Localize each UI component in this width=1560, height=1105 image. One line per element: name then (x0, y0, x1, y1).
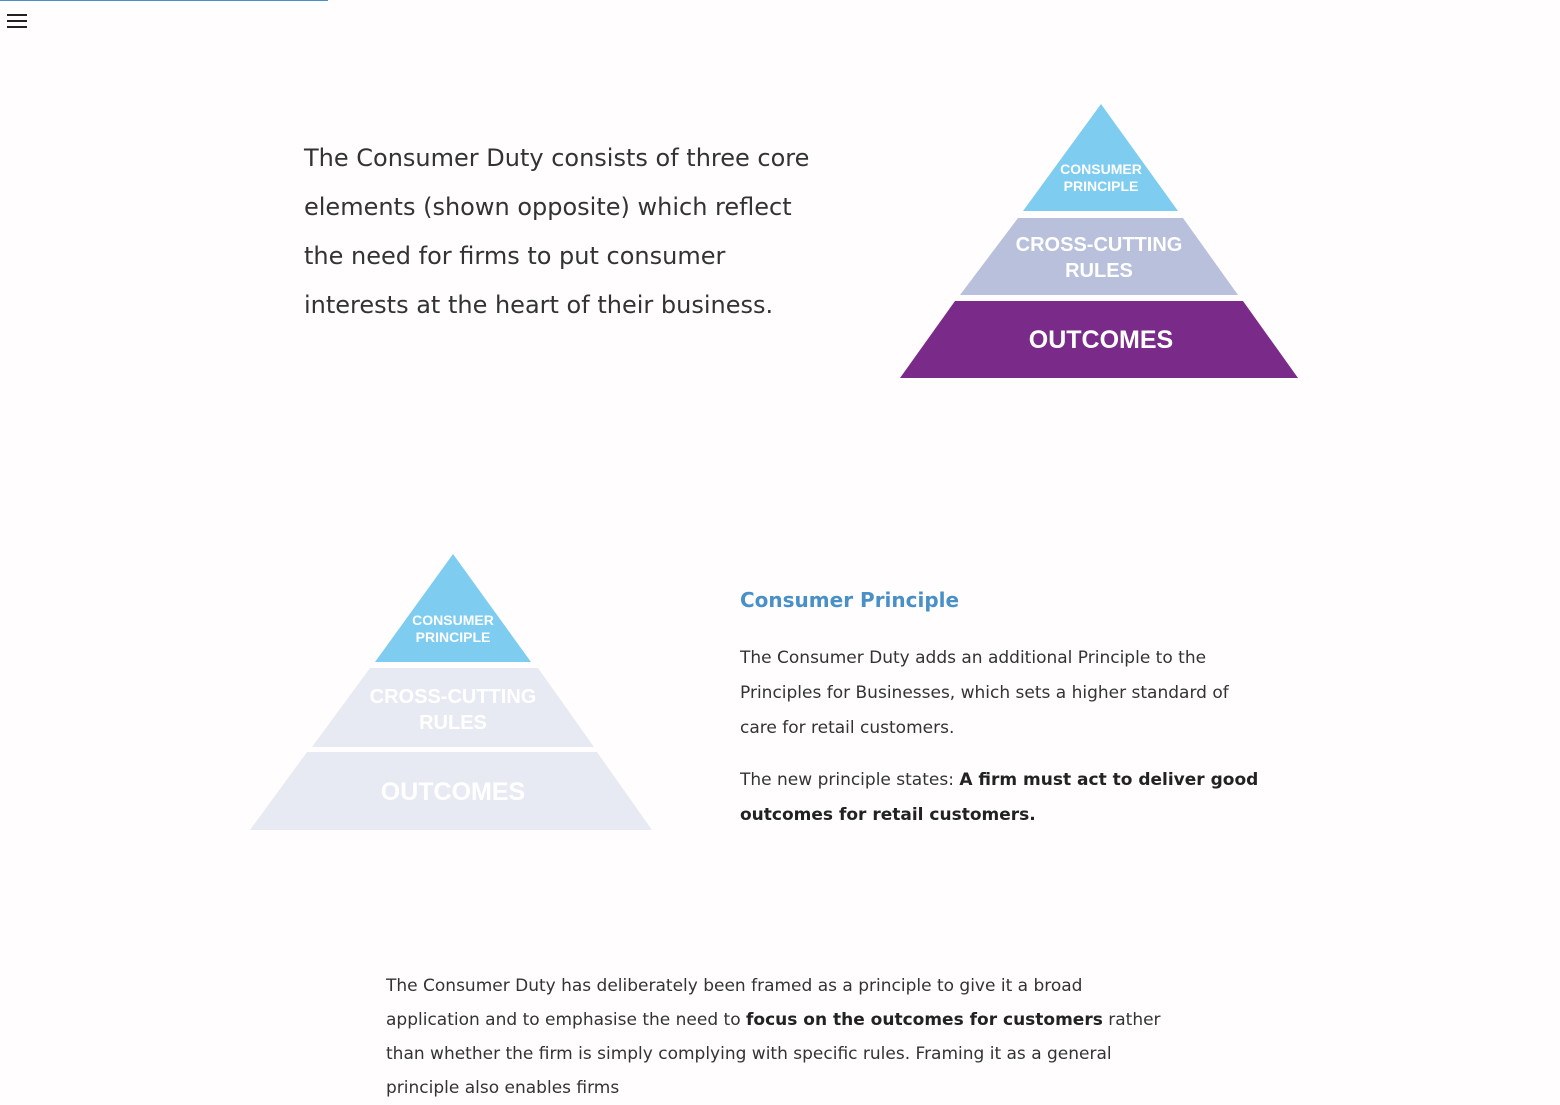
consumer-principle-heading: Consumer Principle (740, 588, 960, 612)
bottom-text-2: rather than whether the firm is simply complying with specific rules. Framing it as a general principle also enables firms (386, 1010, 1161, 1098)
menu-line (7, 14, 27, 16)
pyramid-top-tier (375, 554, 531, 662)
menu-line (7, 26, 27, 28)
pyramid-middle-label-1: CROSS-CUTTING (369, 686, 537, 708)
pyramid-middle-label-2: RULES (1065, 260, 1133, 282)
principle-description: The Consumer Duty adds an additional Principle to the Principles for Businesses, which sets a higher standard of care for retail customers. (740, 648, 1229, 738)
pyramid-middle-label-1: CROSS-CUTTING (1015, 234, 1183, 256)
pyramid-top-label-2: PRINCIPLE (415, 629, 491, 645)
reading-progress-bar (0, 0, 328, 1)
bottom-text-1: The Consumer Duty has deliberately been framed as a principle to give it a broad application and to emphasise the need to (386, 976, 1083, 1030)
pyramid-middle-tier (960, 218, 1238, 295)
bottom-text-bold: focus on the outcomes for customers (746, 1010, 1103, 1030)
menu-line (7, 20, 27, 22)
pyramid-top-label-1: CONSUMER (1060, 161, 1142, 177)
pyramid-top-label-2: PRINCIPLE (1063, 178, 1139, 194)
principle-statement-prefix: The new principle states: (740, 770, 960, 790)
consumer-principle-pyramid (248, 552, 654, 832)
principle-statement (740, 763, 1260, 833)
hamburger-menu-icon[interactable] (5, 12, 29, 30)
consumer-duty-pyramid (898, 102, 1300, 380)
pyramid-top-label-1: CONSUMER (412, 612, 494, 628)
pyramid-middle-label-2: RULES (419, 712, 487, 734)
pyramid-bottom-label: OUTCOMES (1028, 326, 1174, 354)
pyramid-top-tier (1023, 104, 1178, 211)
pyramid-bottom-label: OUTCOMES (380, 778, 526, 806)
duty-framing-paragraph (386, 969, 1176, 1105)
principle-statement-bold: A firm must act to deliver good outcomes for retail customers. (740, 770, 1259, 825)
intro-text: The Consumer Duty consists of three core elements (shown opposite) which reflect the need for firms to put consumer interests at the heart of their business. (304, 144, 810, 319)
